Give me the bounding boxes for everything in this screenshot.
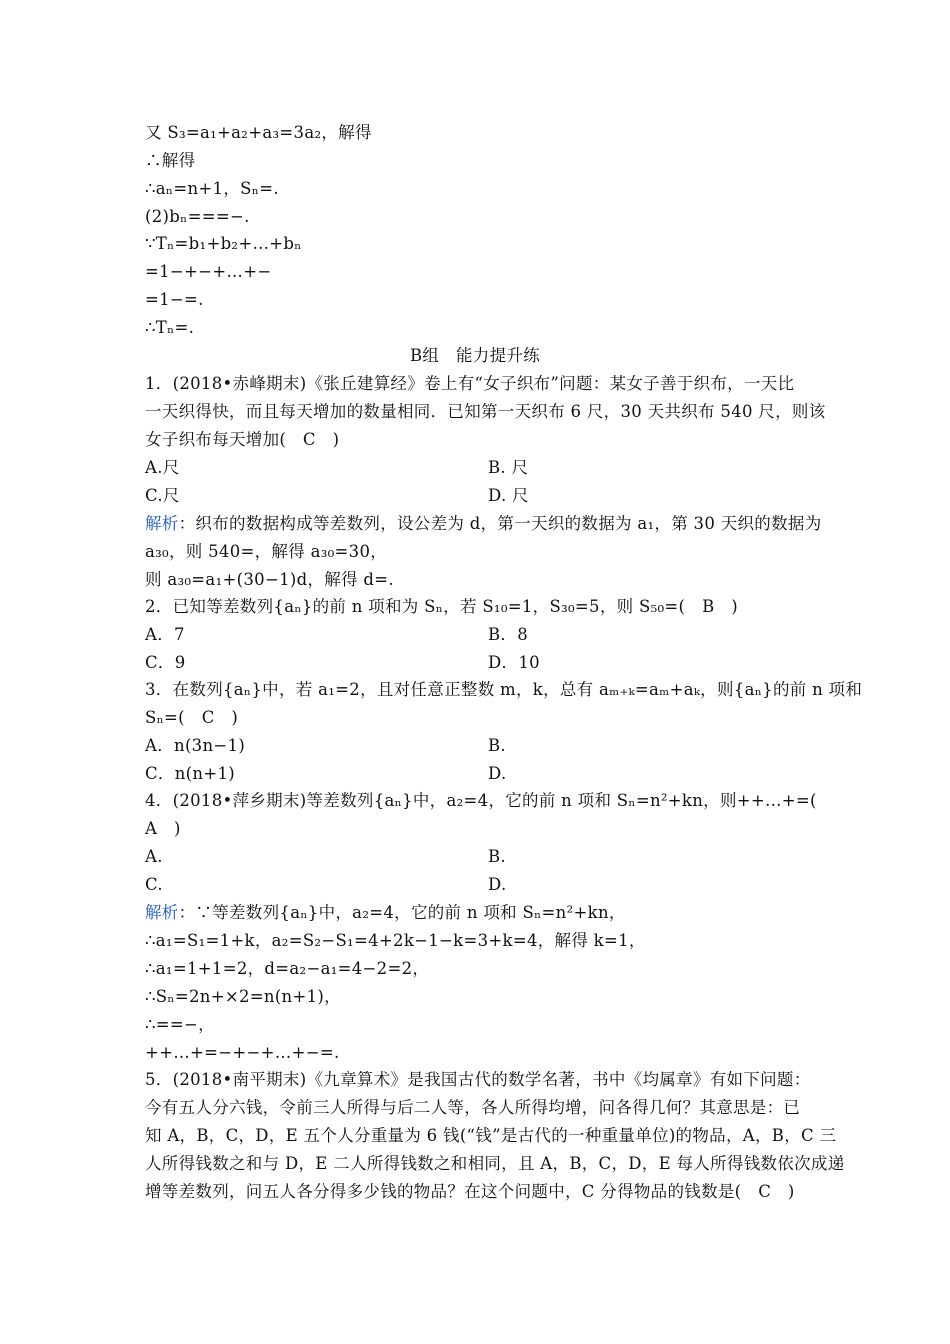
option-d: D.	[488, 764, 507, 783]
question-4-stem: 4．(2018•萍乡期末)等差数列{aₙ}中，a₂=4，它的前 n 项和 Sₙ=n²+kn，则++…+=(	[145, 791, 817, 810]
analysis-text: ：∵等差数列{aₙ}中，a₂=4，它的前 n 项和 Sₙ=n²+kn，	[178, 903, 626, 922]
option-c: C．n(n+1)	[145, 764, 235, 783]
solution-line: 又 S₃=a₁+a₂+a₃=3a₂，解得	[145, 123, 372, 142]
solution-line: (2)bₙ===−.	[145, 207, 250, 226]
question-5-stem: 增等差数列，问五人各分得多少钱的物品？在这个问题中，C 分得物品的钱数是( C )	[145, 1182, 795, 1201]
solution-line	[145, 514, 822, 534]
question-1-stem: 女子织布每天增加( C )	[145, 430, 340, 449]
solution-line: ++…+=−+−+…+−=.	[145, 1043, 340, 1062]
solution-line: ∴a₁=S₁=1+k，a₂=S₂−S₁=4+2k−1−k=3+k=4，解得 k=1，	[145, 931, 646, 950]
question-3-stem: 3．在数列{aₙ}中，若 a₁=2，且对任意正整数 m，k，总有 aₘ₊ₖ=aₘ+aₖ，则{aₙ}的前 n 项和	[145, 680, 863, 699]
analysis-label: 解析	[145, 514, 179, 533]
solution-line: ∴aₙ=n+1，Sₙ=.	[145, 179, 279, 198]
question-5-stem: 知 A，B，C，D，E 五个人分重量为 6 钱(“钱”是古代的一种重量单位)的物品，A，B，C 三	[145, 1126, 837, 1145]
solution-line: ∴==−，	[145, 1015, 215, 1034]
option-a: A.	[145, 847, 163, 866]
question-5-stem: 5．(2018•南平期末)《九章算术》是我国古代的数学名著，书中《均属章》有如下问题：	[145, 1070, 811, 1089]
question-1-stem: 1．(2018•赤峰期末)《张丘建算经》卷上有“女子织布”问题：某女子善于织布，一天比	[145, 374, 795, 393]
question-2-stem: 2．已知等差数列{aₙ}的前 n 项和为 Sₙ，若 S₁₀=1，S₃₀=5，则 S₅₀=( B )	[145, 597, 739, 616]
option-d: D. 尺	[488, 486, 529, 505]
option-a: A．7	[145, 625, 185, 644]
option-d: D．10	[488, 653, 540, 672]
option-b: B. 尺	[488, 458, 529, 477]
analysis-label: 解析	[145, 903, 179, 922]
option-a: A．n(3n−1)	[145, 736, 246, 755]
solution-line: =1−+−+…+−	[145, 262, 272, 281]
option-c: C．9	[145, 653, 186, 672]
option-a: A.尺	[145, 458, 180, 477]
solution-line: =1−=.	[145, 290, 204, 309]
solution-line: a₃₀，则 540=，解得 a₃₀=30，	[145, 542, 388, 561]
question-4-stem: A )	[145, 819, 181, 838]
solution-line: ∴Sₙ=2n+×2=n(n+1)，	[145, 987, 341, 1006]
solution-line	[145, 903, 626, 923]
option-d: D.	[488, 875, 507, 894]
option-b: B．8	[488, 625, 529, 644]
option-b: B.	[488, 736, 506, 755]
solution-line: ∴解得	[145, 151, 196, 170]
question-5-stem: 人所得钱数之和与 D，E 二人所得钱数之和相同，且 A，B，C，D，E 每人所得钱数依次成递	[145, 1154, 845, 1173]
question-3-stem: Sₙ=( C )	[145, 708, 239, 727]
solution-line: ∴Tₙ=.	[145, 318, 195, 337]
question-5-stem: 今有五人分六钱，令前三人所得与后二人等，各人所得均增，问各得几何？其意思是：已	[145, 1098, 801, 1117]
option-c: C.尺	[145, 486, 180, 505]
solution-line: 则 a₃₀=a₁+(30−1)d，解得 d=.	[145, 570, 394, 589]
solution-line: ∵Tₙ=b₁+b₂+…+bₙ	[145, 234, 302, 253]
question-1-stem: 一天织得快，而且每天增加的数量相同．已知第一天织布 6 尺，30 天共织布 540 尺，则该	[145, 402, 826, 421]
analysis-text: ：织布的数据构成等差数列，设公差为 d，第一天织的数据为 a₁，第 30 天织的数据为	[178, 514, 822, 533]
section-heading: B组 能力提升练	[409, 346, 541, 365]
option-c: C.	[145, 875, 163, 894]
option-b: B.	[488, 847, 506, 866]
solution-line: ∴a₁=1+1=2，d=a₂−a₁=4−2=2，	[145, 959, 430, 978]
